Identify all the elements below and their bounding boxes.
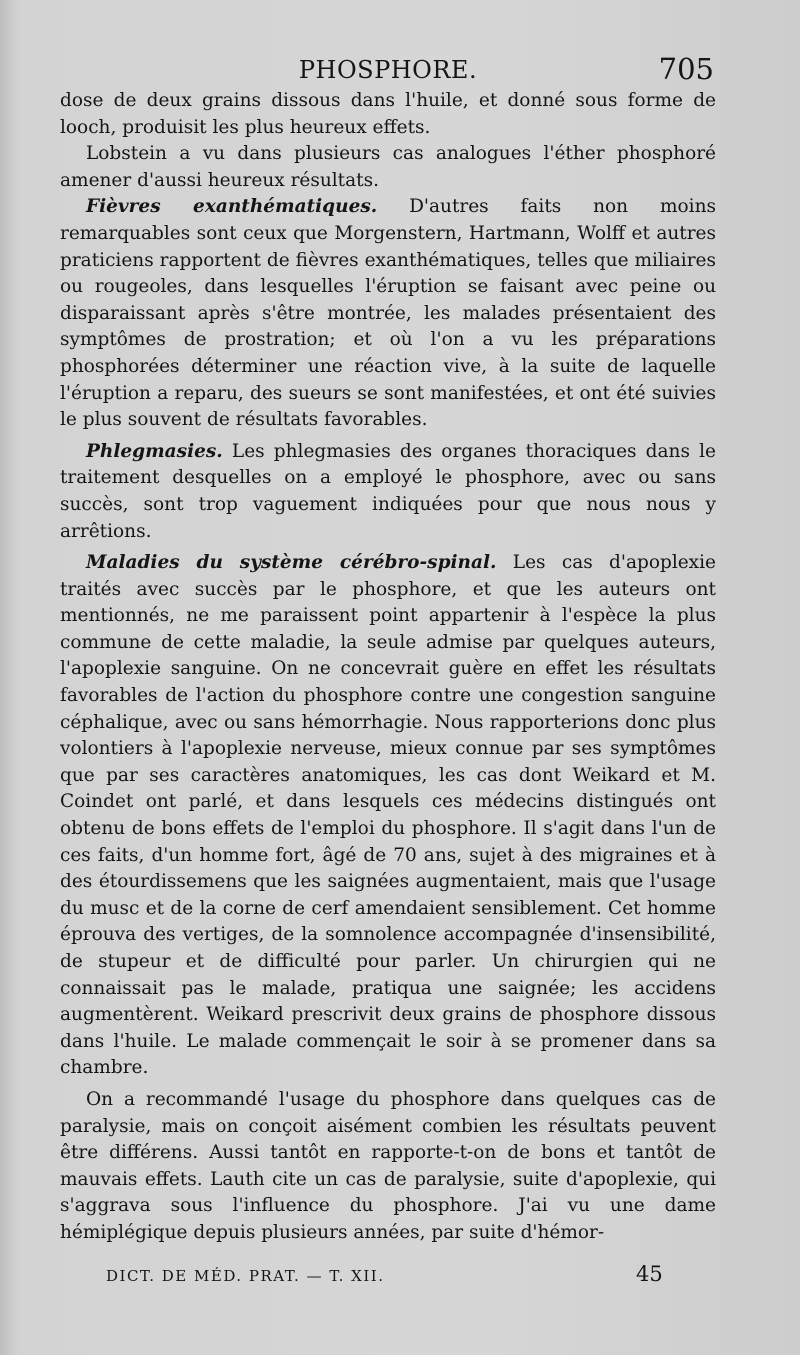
volume-number: 45 xyxy=(636,1262,663,1286)
section-rubric: Fièvres exanthématiques. xyxy=(86,196,378,218)
paragraph-text: Les phlegmasies des organes thoraciques dans le traitement desquelles on a employé le phosphore, avec ou sans succès, sont trop vaguement indiquées pour que nous nous y arrêtions. xyxy=(60,440,716,542)
paragraph-text: D'autres faits non moins remarquables sont ceux que Morgenstern, Hartmann, Wolff et autres praticiens rapportent de fièvres exanthématiques, telles que miliaires ou rougeoles, dans lesquelles l'éruption se faisant avec peine ou disparaissant après s'être montrée, les malades présentaient des symptômes de prostration; et où l'on a vu les préparations phosphorées déterminer une réaction vive, à la suite de laquelle l'éruption a reparu, des sueurs se sont manifestées, et ont été suivies le plus souvent de résultats favorables. xyxy=(60,196,716,431)
paragraph xyxy=(60,1087,716,1247)
running-title: PHOSPHORE. xyxy=(298,56,478,84)
page-footer xyxy=(106,1262,706,1292)
page-header xyxy=(60,46,716,88)
paragraph-text: Les cas d'apoplexie traités avec succès par le phosphore, et que les auteurs ont mentionnés, ne me paraissent point appartenir à l'espèce la plus commune de cette maladie, la seule admise par quelques auteurs, l'apoplexie sanguine. On ne concevrait guère en effet les résultats favorables de l'action du phosphore contre une congestion sanguine céphalique, avec ou sans hémorrhagie. Nous rapporterions donc plus volontiers à l'apoplexie nerveuse, mieux connue par ses symptômes que par ses caractères anatomiques, les cas dont Weikard et M. Coindet ont parlé, et dans lesquels ces médecins distingués ont obtenu de bons effets de l'emploi du phosphore. Il s'agit dans l'un de ces faits, d'un homme fort, âgé de 70 ans, sujet à des migraines et à des étourdissemens que les saignées augmentaient, mais que l'usage du musc et de la corne de cerf amendaient sensiblement. Cet homme éprouva des vertiges, de la somnolence accompagnée d'insensibilité, de stupeur et de difficulté pour parler. Un chirurgien qui ne connaissait pas le malade, pratiqua une saignée; les accidens augmentèrent. Weikard prescrivit deux grains de phosphore dissous dans l'huile. Le malade commençait le soir à se promener dans sa chambre. xyxy=(60,552,716,1079)
paragraph xyxy=(60,439,716,545)
section-rubric: Maladies du système cérébro-spinal. xyxy=(86,552,497,574)
signature-mark: DICT. DE MÉD. PRAT. — T. XII. xyxy=(106,1267,385,1285)
section-rubric: Phlegmasies. xyxy=(86,440,223,462)
paragraph-text: On a recommandé l'usage du phosphore dans quelques cas de paralysie, mais on conçoit aisément combien les résultats peuvent être différens. Aussi tantôt en rapporte-t-on de bons et tantôt de mauvais effets. Lauth cite un cas de paralysie, suite d'apoplexie, qui s'aggrava sous l'influence du phosphore. J'ai vu une dame hémiplégique depuis plusieurs années, par suite d'hémor- xyxy=(60,1088,716,1243)
paragraph xyxy=(60,550,716,1082)
paragraph xyxy=(60,194,716,433)
body-text xyxy=(60,88,716,1247)
paragraph-text: Lobstein a vu dans plusieurs cas analogues l'éther phosphoré amener d'aussi heureux résultats. xyxy=(60,143,716,191)
paragraph-text: dose de deux grains dissous dans l'huile, et donné sous forme de looch, produisit les plus heureux effets. xyxy=(60,90,716,138)
paragraph xyxy=(60,141,716,194)
page-number: 705 xyxy=(658,52,714,86)
paragraph xyxy=(60,88,716,141)
book-page xyxy=(60,46,716,1286)
